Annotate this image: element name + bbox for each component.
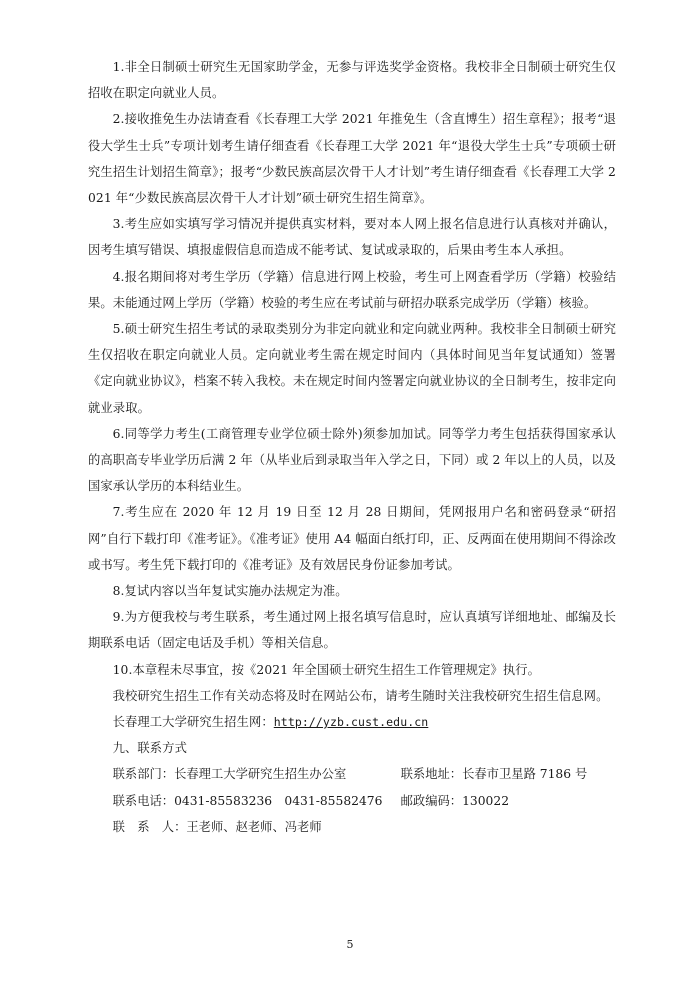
- page-number: 5: [346, 938, 354, 951]
- document-page: [88, 54, 616, 840]
- paragraph-10: 10.本章程未尽事宜，按《2021 年全国硕士研究生招生工作管理规定》执行。: [112, 662, 541, 677]
- paragraph-4: 4.报名期间将对考生学历（学籍）信息进行网上校验，考生可上网查看学历（学籍）校验结果。未能通过网上学历（学籍）校验的考生应在考试前与研招办联系完成学历（学籍）核验。: [88, 269, 616, 310]
- paragraph-8: 8.复试内容以当年复试实施办法规定为准。: [112, 584, 348, 599]
- contact-person: 联 系 人：王老师、赵老师、冯老师: [112, 819, 322, 834]
- contact-postcode: 邮政编码：130022: [400, 793, 510, 808]
- paragraph-7: 7.考生应在 2020 年 12 月 19 日至 12 月 28 日期间，凭网报用户名和密码登录“研招网”自行下载打印《准考证》。《准考证》使用 A4 幅面白纸打印，正、反两面在使用期间不得涂改或书写。考生凭下载打印的《准考证》及有效居民身份证参加考试。: [88, 505, 616, 572]
- contact-phone: 联系电话：0431-85583236 0431-85582476: [112, 793, 383, 808]
- contact-row-2: [88, 788, 616, 814]
- contact-row-3: [88, 814, 616, 840]
- paragraph-notice: 我校研究生招生工作有关动态将及时在网站公布，请考生随时关注我校研究生招生信息网。: [112, 688, 609, 703]
- website-link[interactable]: http://yzb.cust.edu.cn: [273, 715, 429, 730]
- paragraph-2: 2.接收推免生办法请查看《长春理工大学 2021 年推免生（含直博生）招生章程》；报考“退役大学生士兵”专项计划考生请仔细查看《长春理工大学 2021 年“退役大学生士兵”专项硕士研究生招生计划招生简章》；报考“少数民族高层次骨干人才计划”考生请仔细查看《长春理工大学 2021 年“少数民族高层次骨干人才计划”硕士研究生招生简章》。: [88, 112, 616, 206]
- contact-dept: 联系部门：长春理工大学研究生招生办公室: [112, 767, 347, 782]
- paragraph-6: 6.同等学力考生(工商管理专业学位硕士除外)须参加加试。同等学力考生包括获得国家承认的高职高专毕业学历后满 2 年（从毕业后到录取当年入学之日，下同）或 2 年以上的人员，以及国家承认学历的本科结业生。: [88, 426, 616, 494]
- website-line: [88, 709, 616, 735]
- website-label: 长春理工大学研究生招生网：: [112, 715, 274, 730]
- contact-row-1: [88, 761, 616, 787]
- paragraph-3: 3.考生应如实填写学习情况并提供真实材料，要对本人网上报名信息进行认真核对并确认，因考生填写错误、填报虚假信息而造成不能考试、复试或录取的，后果由考生本人承担。: [88, 217, 616, 258]
- contact-address: 联系地址：长春市卫星路 7186 号: [400, 767, 588, 782]
- contact-heading: 九、联系方式: [112, 741, 187, 756]
- paragraph-5: 5.硕士研究生招生考试的录取类别分为非定向就业和定向就业两种。我校非全日制硕士研究生仅招收在职定向就业人员。定向就业考生需在规定时间内（具体时间见当年复试通知）签署《定向就业协议》，档案不转入我校。未在规定时间内签署定向就业协议的全日制考生，按非定向就业录取。: [88, 322, 616, 415]
- paragraph-1: 1.非全日制硕士研究生无国家助学金，无参与评选奖学金资格。我校非全日制硕士研究生仅招收在职定向就业人员。: [88, 60, 616, 101]
- paragraph-9: 9.为方便我校与考生联系，考生通过网上报名填写信息时，应认真填写详细地址、邮编及长期联系电话（固定电话及手机）等相关信息。: [88, 610, 616, 651]
